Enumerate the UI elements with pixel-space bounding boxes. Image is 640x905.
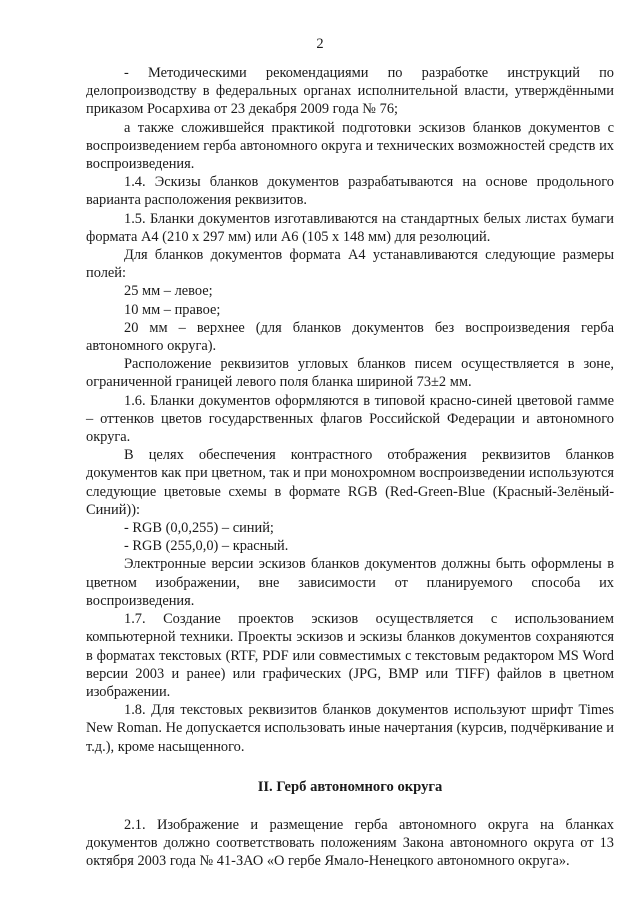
paragraph-practice: а также сложившейся практикой подготовки эскизов бланков документов с воспроизведением герба автономного округа и технических возможностей средств их воспроизведения. <box>86 119 614 173</box>
paragraph-color-schemes: В целях обеспечения контрастного отображения реквизитов бланков документов как при цветном, так и при монохромном воспроизведении используются следующие цветовые схемы в формате RGB (Red-Green-Blue (Красный-Зелёный-Синий)): <box>86 447 614 518</box>
list-item-right-margin: 10 мм – правое; <box>124 301 221 318</box>
document-body <box>86 64 614 871</box>
paragraph-1-8: 1.8. Для текстовых реквизитов бланков документов используют шрифт Times New Roman. Не допускается использовать иные начертания (курсив, подчёркивание и т.д.), кроме насыщенного. <box>86 702 614 755</box>
paragraph-1-5: 1.5. Бланки документов изготавливаются на стандартных белых листах бумаги формата А4 (210 х 297 мм) или А6 (105 х 148 мм) для резолюций. <box>86 210 614 245</box>
paragraph-margins-intro: Для бланков документов формата А4 устанавливаются следующие размеры полей: <box>86 247 614 282</box>
paragraph-1-7: 1.7. Создание проектов эскизов осуществляется с использованием компьютерной техники. Проекты эскизов и эскизы бланков документов сохраняются в форматах текстовых (RTF, PDF или совместимых с текстовым редактором MS Word версии 2003 и ранее) или графических (JPG, BMP или TIFF) файлов в цветном изображении. <box>86 611 614 700</box>
paragraph-2-1: 2.1. Изображение и размещение герба автономного округа на бланках документов должно соответствовать положениям Закона автономного округа от 13 октября 2003 года № 41-ЗАО «О гербе Ямало-Ненецкого автономного округа». <box>86 816 614 870</box>
paragraph-corner-blanks: Расположение реквизитов угловых бланков писем осуществляется в зоне, ограниченной границей левого поля бланка шириной 73±2 мм. <box>86 356 614 391</box>
list-item-rgb-red: - RGB (255,0,0) – красный. <box>124 538 289 555</box>
paragraph-1-6: 1.6. Бланки документов оформляются в типовой красно-синей цветовой гамме – оттенков цветов государственных флагов Российской Федерации и автономного округа. <box>86 392 614 446</box>
paragraph-electronic-versions: Электронные версии эскизов бланков документов должны быть оформлены в цветном изображении, вне зависимости от планируемого способа их воспроизведения. <box>86 556 614 609</box>
list-item-top-margin: 20 мм – верхнее (для бланков документов без воспроизведения герба автономного округа). <box>86 319 614 355</box>
list-item-left-margin: 25 мм – левое; <box>124 283 213 300</box>
paragraph-methodical-recommendations: - Методическими рекомендациями по разработке инструкций по делопроизводству в федеральных органах исполнительной власти, утверждёнными приказом Росархива от 23 декабря 2009 года № 76; <box>86 65 614 118</box>
list-item-rgb-blue: - RGB (0,0,255) – синий; <box>124 520 274 537</box>
paragraph-1-4: 1.4. Эскизы бланков документов разрабатываются на основе продольного варианта расположения реквизитов. <box>86 174 614 209</box>
section-heading: II. Герб автономного округа <box>257 778 443 795</box>
page-number: 2 <box>316 36 324 52</box>
